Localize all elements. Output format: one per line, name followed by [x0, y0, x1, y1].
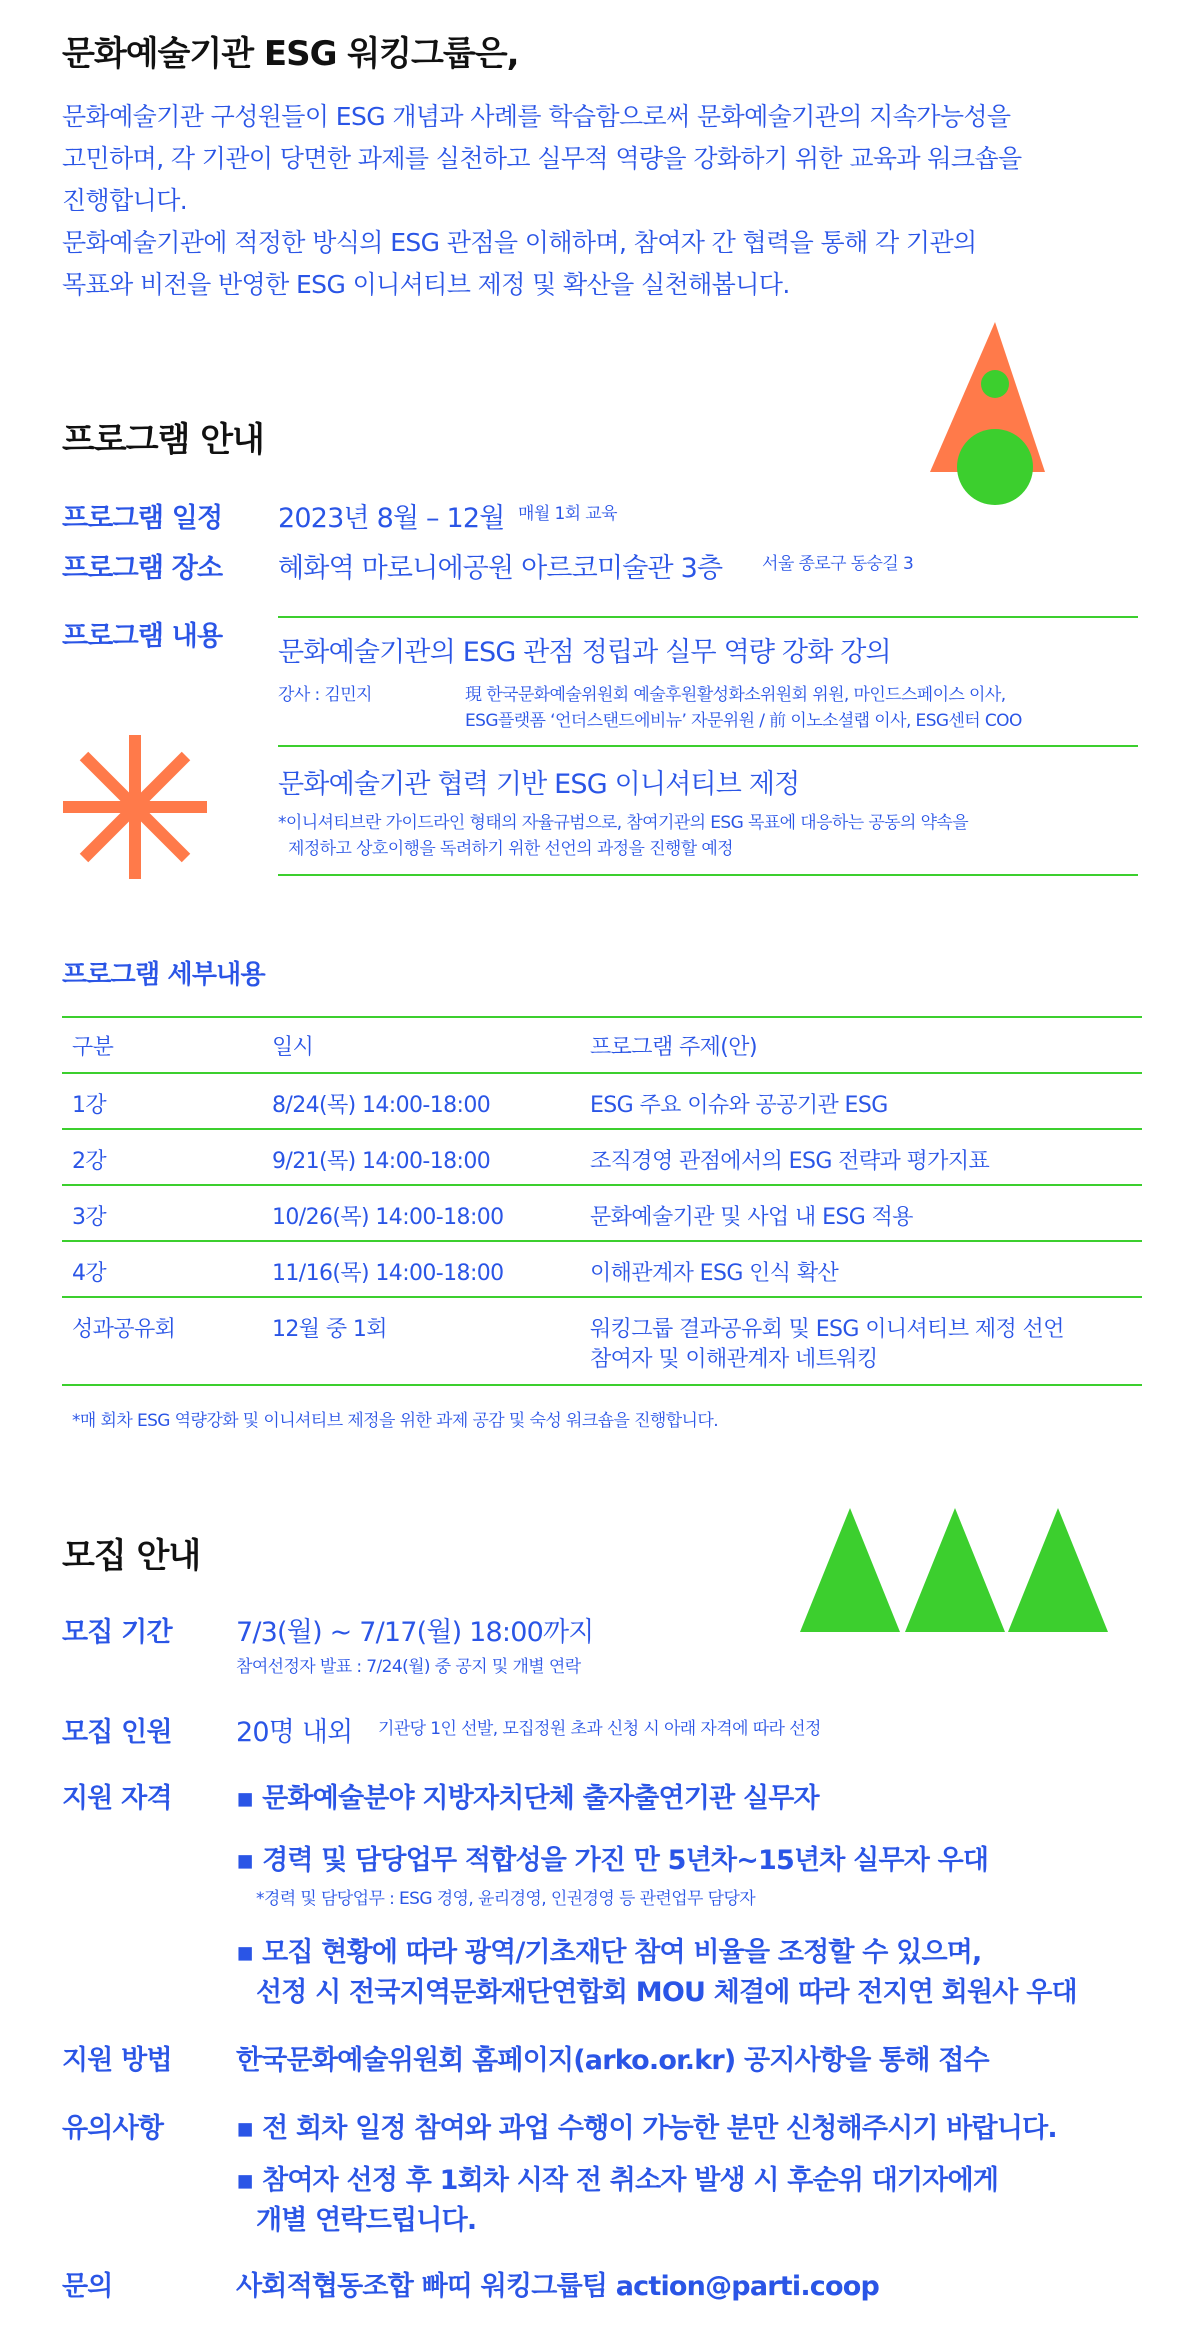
table-divider	[62, 1240, 1142, 1242]
schedule-value: 2023년 8월 – 12월	[278, 503, 505, 534]
divider	[278, 874, 1138, 876]
intro-line: 문화예술기관 구성원들이 ESG 개념과 사례를 학습함으로써 문화예술기관의 지속가능성을	[62, 102, 1011, 131]
col-header-topic: 프로그램 주제(안)	[590, 1035, 757, 1060]
row-topic: 이해관계자 ESG 인식 확산	[590, 1261, 839, 1286]
count-label: 모집 인원	[62, 1717, 172, 1748]
notice-item2-line1: ▪ 참여자 선정 후 1회차 시작 전 취소자 발생 시 후순위 대기자에게	[236, 2158, 998, 2197]
notice-item2-line2: 개별 연락드립니다.	[256, 2205, 477, 2236]
table-bottom-border	[62, 1384, 1142, 1386]
count-value: 20명 내외	[236, 1717, 353, 1748]
triangle-circle-decoration	[930, 322, 1060, 512]
row-topic-line2: 참여자 및 이해관계자 네트워킹	[590, 1347, 878, 1372]
divider	[278, 616, 1138, 618]
col-header-no: 구분	[72, 1035, 114, 1060]
row-no: 1강	[72, 1093, 107, 1118]
schedule-note: 매월 1회 교육	[518, 504, 617, 524]
content-item2-title: 문화예술기관 협력 기반 ESG 이니셔티브 제정	[278, 769, 800, 800]
row-no: 3강	[72, 1205, 107, 1230]
content-item2-note1: *이니셔티브란 가이드라인 형태의 자율규범으로, 참여기관의 ESG 목표에 대응하는 공동의 약속을	[278, 813, 969, 833]
row-no: 성과공유회	[72, 1317, 176, 1342]
intro-line: 문화예술기관에 적정한 방식의 ESG 관점을 이해하며, 참여자 간 협력을 통해 각 기관의	[62, 228, 977, 257]
venue-value: 혜화역 마로니에공원 아르코미술관 3층	[278, 553, 723, 584]
table-top-border	[62, 1016, 1142, 1018]
intro-paragraph	[62, 96, 1162, 306]
row-date: 12월 중 1회	[272, 1317, 387, 1342]
qualification-item3-line2: 선정 시 전국지역문화재단연합회 MOU 체결에 따라 전지연 회원사 우대	[256, 1977, 1077, 2008]
row-date: 11/16(목) 14:00-18:00	[272, 1261, 504, 1286]
qualification-label: 지원 자격	[62, 1783, 172, 1814]
details-footnote: *매 회차 ESG 역량강화 및 이니셔티브 제정을 위한 과제 공감 및 숙성 워크숍을 진행합니다.	[72, 1411, 719, 1431]
period-value: 7/3(월) ~ 7/17(월) 18:00까지	[236, 1617, 594, 1648]
qualification-item3-line1: ▪ 모집 현황에 따라 광역/기초재단 참여 비율을 조정할 수 있으며,	[236, 1930, 981, 1969]
intro-line: 진행합니다.	[62, 186, 188, 215]
row-topic: ESG 주요 이슈와 공공기관 ESG	[590, 1093, 888, 1118]
row-no: 4강	[72, 1261, 107, 1286]
recruit-heading: 모집 안내	[62, 1536, 201, 1576]
count-note: 기관당 1인 선발, 모집정원 초과 신청 시 아래 자격에 따라 선정	[378, 1719, 821, 1739]
method-value: 한국문화예술위원회 홈페이지(arko.or.kr) 공지사항을 통해 접수	[236, 2045, 989, 2076]
content-label: 프로그램 내용	[62, 621, 223, 652]
contact-label: 문의	[62, 2271, 113, 2302]
lecturer-label: 강사 : 김민지	[278, 685, 372, 705]
table-divider	[62, 1296, 1142, 1298]
intro-line: 고민하며, 각 기관이 당면한 과제를 실천하고 실무적 역량을 강화하기 위한 교육과 워크숍을	[62, 144, 1022, 173]
table-row	[62, 1312, 1142, 1372]
asterisk-decoration	[60, 732, 210, 882]
venue-note: 서울 종로구 동숭길 3	[762, 554, 914, 574]
divider	[278, 745, 1138, 747]
qualification-item2-note: *경력 및 담당업무 : ESG 경영, 윤리경영, 인권경영 등 관련업무 담당자	[256, 1889, 756, 1909]
intro-line: 목표와 비전을 반영한 ESG 이니셔티브 제정 및 확산을 실천해봅니다.	[62, 270, 790, 299]
period-note: 참여선정자 발표 : 7/24(월) 중 공지 및 개별 연락	[236, 1657, 581, 1677]
contact-value[interactable]: 사회적협동조합 빠띠 워킹그룹팀 action@parti.coop	[236, 2271, 880, 2302]
table-divider	[62, 1072, 1142, 1074]
table-divider	[62, 1128, 1142, 1130]
notice-label: 유의사항	[62, 2113, 164, 2144]
row-topic: 조직경영 관점에서의 ESG 전략과 평가지표	[590, 1149, 990, 1174]
lecturer-line2: ESG플랫폼 ‘언더스탠드에비뉴’ 자문위원 / 前 이노소셜랩 이사, ESG센터 COO	[465, 711, 1022, 731]
row-no: 2강	[72, 1149, 107, 1174]
period-label: 모집 기간	[62, 1617, 172, 1648]
lecturer-line1: 現 한국문화예술위원회 예술후원활성화소위원회 위원, 마인드스페이스 이사,	[465, 685, 1006, 705]
table-divider	[62, 1184, 1142, 1186]
details-heading: 프로그램 세부내용	[62, 960, 265, 990]
row-date: 9/21(목) 14:00-18:00	[272, 1149, 491, 1174]
row-date: 8/24(목) 14:00-18:00	[272, 1093, 491, 1118]
method-label: 지원 방법	[62, 2045, 172, 2076]
row-topic: 문화예술기관 및 사업 내 ESG 적용	[590, 1205, 913, 1230]
row-topic: 워킹그룹 결과공유회 및 ESG 이니셔티브 제정 선언	[590, 1317, 1064, 1342]
venue-label: 프로그램 장소	[62, 553, 223, 584]
qualification-item2: ▪ 경력 및 담당업무 적합성을 가진 만 5년차~15년차 실무자 우대	[236, 1838, 988, 1877]
program-heading: 프로그램 안내	[62, 420, 264, 460]
qualification-item1: ▪ 문화예술분야 지방자치단체 출자출연기관 실무자	[236, 1776, 819, 1815]
schedule-label: 프로그램 일정	[62, 503, 223, 534]
intro-heading: 문화예술기관 ESG 워킹그룹은,	[62, 34, 519, 74]
triangles-decoration	[800, 1508, 1110, 1634]
notice-item1: ▪ 전 회차 일정 참여와 과업 수행이 가능한 분만 신청해주시기 바랍니다.	[236, 2106, 1057, 2145]
content-item2-note2: 제정하고 상호이행을 독려하기 위한 선언의 과정을 진행할 예정	[288, 839, 733, 859]
col-header-date: 일시	[272, 1035, 314, 1060]
content-item1-title: 문화예술기관의 ESG 관점 정립과 실무 역량 강화 강의	[278, 637, 891, 668]
row-date: 10/26(목) 14:00-18:00	[272, 1205, 504, 1230]
